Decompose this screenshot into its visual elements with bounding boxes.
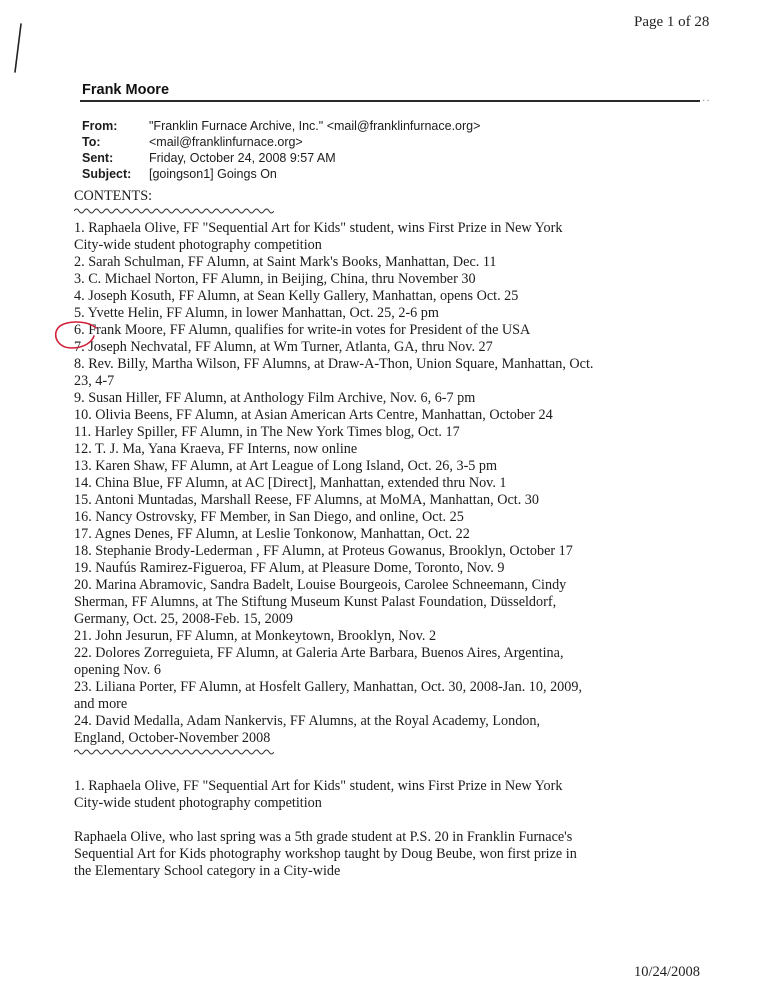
meta-label: Sent: xyxy=(82,151,114,165)
footer-date: 10/24/2008 xyxy=(634,964,701,980)
contents-item: 24. David Medalla, Adam Nankervis, FF Alumns, at the Royal Academy, London, England, October-November 2008 xyxy=(74,713,541,746)
contents-item: 11. Harley Spiller, FF Alumn, in The New York Times blog, Oct. 17 xyxy=(74,424,460,440)
contents-item: 5. Yvette Helin, FF Alumn, in lower Manhattan, Oct. 25, 2-6 pm xyxy=(74,305,439,321)
contents-item: 7. Joseph Nechvatal, FF Alumn, at Wm Turner, Atlanta, GA, thru Nov. 27 xyxy=(74,339,493,355)
pen-mark xyxy=(10,22,26,74)
meta-value: <mail@franklinfurnace.org> xyxy=(149,135,303,149)
contents-item: 19. Naufús Ramirez-Figueroa, FF Alum, at Pleasure Dome, Toronto, Nov. 9 xyxy=(74,560,505,576)
meta-label: Subject: xyxy=(82,167,132,181)
contents-item: 12. T. J. Ma, Yana Kraeva, FF Interns, now online xyxy=(74,441,358,457)
contents-item: 21. John Jesurun, FF Alumn, at Monkeytown, Brooklyn, Nov. 2 xyxy=(74,628,437,644)
header-rule xyxy=(80,100,700,102)
contents-item: 15. Antoni Muntadas, Marshall Reese, FF Alumns, at MoMA, Manhattan, Oct. 30 xyxy=(74,492,539,508)
contents-item: 16. Nancy Ostrovsky, FF Member, in San Diego, and online, Oct. 25 xyxy=(74,509,464,525)
spacer xyxy=(74,812,594,829)
contents-list xyxy=(74,220,594,747)
contents-item: 23. Liliana Porter, FF Alumn, at Hosfelt Gallery, Manhattan, Oct. 30, 2008-Jan. 10, 2009, and more xyxy=(74,679,582,712)
contents-item: 17. Agnes Denes, FF Alumn, at Leslie Tonkonow, Manhattan, Oct. 22 xyxy=(74,526,470,542)
contents-item: 2. Sarah Schulman, FF Alumn, at Saint Mark's Books, Manhattan, Dec. 11 xyxy=(74,254,497,270)
meta-subject xyxy=(82,166,480,182)
contents-item: 8. Rev. Billy, Martha Wilson, FF Alumns, at Draw-A-Thon, Union Square, Manhattan, Oct. 23, 4-7 xyxy=(74,356,594,389)
contents-heading: CONTENTS: xyxy=(74,188,153,204)
contents-item: 4. Joseph Kosuth, FF Alumn, at Sean Kelly Gallery, Manhattan, opens Oct. 25 xyxy=(74,288,519,304)
meta-to xyxy=(82,134,480,150)
contents-item: 20. Marina Abramovic, Sandra Badelt, Louise Bourgeois, Carolee Schneemann, Cindy Sherman, FF Alumns, at The Stiftung Museum Kunst Palast Foundation, Düsseldorf, Germany, Oct. 25, 2008-Feb. 15, 2009 xyxy=(74,577,567,627)
contents-item: 6. Frank Moore, FF Alumn, qualifies for write-in votes for President of the USA xyxy=(74,322,531,338)
meta-value: [goingson1] Goings On xyxy=(149,167,277,181)
contact-name: Frank Moore xyxy=(82,82,170,98)
contents-item: 14. China Blue, FF Alumn, at AC [Direct], Manhattan, extended thru Nov. 1 xyxy=(74,475,507,491)
spacer xyxy=(74,761,594,778)
page-number: Page 1 of 28 xyxy=(634,14,710,30)
contents-item: 13. Karen Shaw, FF Alumn, at Art League of Long Island, Oct. 26, 3-5 pm xyxy=(74,458,498,474)
meta-from xyxy=(82,118,480,134)
contents-item: 10. Olivia Beens, FF Alumn, at Asian American Arts Centre, Manhattan, October 24 xyxy=(74,407,553,423)
contents-item: 3. C. Michael Norton, FF Alumn, in Beijing, China, thru November 30 xyxy=(74,271,476,287)
hand-drawn-circle xyxy=(52,318,100,352)
contents-item: 18. Stephanie Brody-Lederman , FF Alumn, at Proteus Gowanus, Brooklyn, October 17 xyxy=(74,543,573,559)
contents-item: 1. Raphaela Olive, FF "Sequential Art for Kids" student, wins First Prize in New York City-wide student photography competition xyxy=(74,220,563,253)
tilde-divider xyxy=(74,206,274,216)
meta-value: Friday, October 24, 2008 9:57 AM xyxy=(149,151,336,165)
email-body xyxy=(74,188,594,880)
section-title: 1. Raphaela Olive, FF "Sequential Art for Kids" student, wins First Prize in New York City-wide student photography competition xyxy=(74,778,563,811)
tilde-divider xyxy=(74,747,274,757)
email-meta xyxy=(82,118,480,182)
meta-label: From: xyxy=(82,119,118,133)
contents-item: 9. Susan Hiller, FF Alumn, at Anthology Film Archive, Nov. 6, 6-7 pm xyxy=(74,390,476,406)
rule-dots: ·· xyxy=(702,96,711,107)
meta-label: To: xyxy=(82,135,101,149)
meta-value: "Franklin Furnace Archive, Inc." <mail@franklinfurnace.org> xyxy=(149,119,481,133)
contents-item: 22. Dolores Zorreguieta, FF Alumn, at Galeria Arte Barbara, Buenos Aires, Argentina, opening Nov. 6 xyxy=(74,645,564,678)
section-paragraph: Raphaela Olive, who last spring was a 5th grade student at P.S. 20 in Franklin Furnace's Sequential Art for Kids photography workshop taught by Doug Beube, won first prize in the Elementary School category in a City-wide xyxy=(74,829,577,879)
meta-sent xyxy=(82,150,480,166)
